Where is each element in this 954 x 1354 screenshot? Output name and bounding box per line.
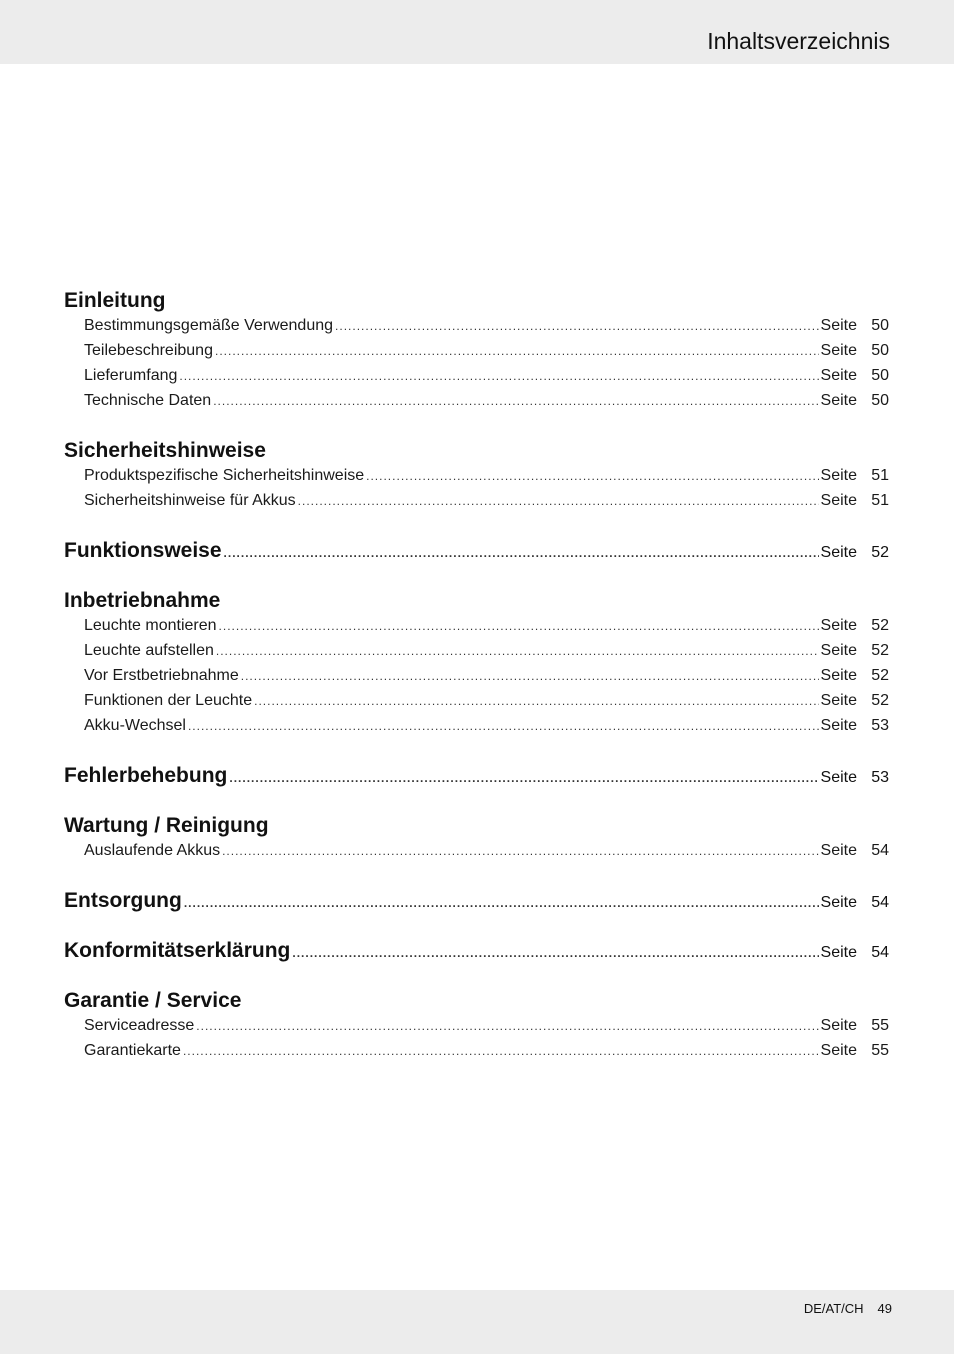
dot-leader [188,714,819,739]
dot-leader [298,489,819,514]
toc-section [64,813,889,863]
page-number: 54 [871,894,889,911]
toc-entry[interactable] [64,338,889,363]
dot-leader [184,891,819,916]
page-number: 52 [871,642,889,659]
page-word: Seite [820,717,857,734]
page-number: 51 [871,492,889,509]
toc-entry-label: Serviceadresse [84,1017,195,1034]
page-word: Seite [820,769,857,786]
dot-leader [213,389,818,414]
section-spacer [64,788,889,813]
section-spacer [64,513,889,538]
toc-entry[interactable] [64,1013,889,1038]
page-number: 50 [871,342,889,359]
dot-leader [229,766,818,791]
dot-leader [292,941,818,966]
dot-leader [254,689,818,714]
page-word: Seite [820,342,857,359]
section-heading[interactable] [64,763,889,788]
toc-entry[interactable] [64,1038,889,1063]
toc-entry-label: Teilebeschreibung [84,342,213,359]
toc-entry-label: Funktionen der Leuchte [84,692,253,709]
page-number: 53 [871,717,889,734]
page-number: 55 [871,1042,889,1059]
section-heading-label: Entsorgung [64,889,182,912]
section-heading: Sicherheitshinweise [64,439,266,462]
toc-entry[interactable] [64,613,889,638]
dot-leader [219,614,819,639]
dot-leader [241,664,819,689]
toc-entry[interactable] [64,388,889,413]
page-word: Seite [820,1042,857,1059]
dot-leader [366,464,818,489]
page-word: Seite [820,692,857,709]
toc-entry[interactable] [64,638,889,663]
toc-entry-label: Lieferumfang [84,367,178,384]
page-number: 53 [871,769,889,786]
toc-entry[interactable] [64,663,889,688]
toc-section [64,438,889,513]
section-spacer [64,413,889,438]
toc-section [64,288,889,413]
toc-entry-label: Auslaufende Akkus [84,842,221,859]
page-word: Seite [820,392,857,409]
page-title: Inhaltsverzeichnis [707,28,890,54]
page-word: Seite [820,667,857,684]
toc-entry-label: Akku-Wechsel [84,717,186,734]
page-word: Seite [820,894,857,911]
page-word: Seite [820,642,857,659]
toc-entry-label: Leuchte montieren [84,617,217,634]
page-word: Seite [820,492,857,509]
section-heading: Wartung / Reinigung [64,814,269,837]
dot-leader [216,639,819,664]
section-heading-label: Fehlerbehebung [64,764,228,787]
toc-entry[interactable] [64,713,889,738]
toc-section [64,888,889,913]
page-word: Seite [820,944,857,961]
toc-entry-label: Produktspezifische Sicherheitshinweise [84,467,365,484]
page-number: 51 [871,467,889,484]
toc-entry[interactable] [64,313,889,338]
section-heading-label: Konformitätserklärung [64,939,291,962]
dot-leader [196,1014,818,1039]
toc-entry-label: Bestimmungsgemäße Verwendung [84,317,334,334]
page-word: Seite [820,544,857,561]
page-number: 52 [871,667,889,684]
section-spacer [64,863,889,888]
section-spacer [64,913,889,938]
toc-entry[interactable] [64,463,889,488]
page-word: Seite [820,842,857,859]
page-number: 50 [871,392,889,409]
dot-leader [179,364,818,389]
toc-entry[interactable] [64,488,889,513]
footer-page-number: 49 [877,1301,892,1316]
dot-leader [224,541,819,566]
toc-section [64,763,889,788]
toc-entry-label: Vor Erstbetriebnahme [84,667,239,684]
page-word: Seite [820,317,857,334]
page-word: Seite [820,467,857,484]
toc-section [64,988,889,1063]
dot-leader [222,839,818,864]
toc-section [64,938,889,963]
section-spacer [64,738,889,763]
page-number: 54 [871,842,889,859]
dot-leader [183,1039,819,1064]
page-number: 52 [871,692,889,709]
toc-section [64,588,889,738]
dot-leader [335,314,819,339]
page-word: Seite [820,367,857,384]
section-heading-label: Funktionsweise [64,539,222,562]
page-number: 55 [871,1017,889,1034]
toc-entry[interactable] [64,688,889,713]
footer-locale: DE/AT/CH [803,1301,864,1316]
page-number: 52 [871,617,889,634]
section-heading[interactable] [64,888,889,913]
section-heading: Garantie / Service [64,989,242,1012]
toc-entry-label: Garantiekarte [84,1042,181,1059]
toc-entry-label: Leuchte aufstellen [84,642,214,659]
footer [804,1301,892,1316]
section-heading[interactable] [64,938,889,963]
toc-entry-label: Sicherheitshinweise für Akkus [84,492,296,509]
page-number: 52 [871,544,889,561]
toc-entry-label: Technische Daten [84,392,212,409]
section-spacer [64,963,889,988]
footer-band [0,1290,954,1354]
section-spacer [64,563,889,588]
table-of-contents [64,288,889,1063]
section-heading: Inbetriebnahme [64,589,221,612]
page-number: 50 [871,367,889,384]
section-heading: Einleitung [64,289,166,312]
page-word: Seite [820,1017,857,1034]
page-word: Seite [820,617,857,634]
dot-leader [215,339,819,364]
toc-section [64,538,889,563]
section-heading[interactable] [64,538,889,563]
toc-entry[interactable] [64,838,889,863]
page-number: 54 [871,944,889,961]
toc-entry[interactable] [64,363,889,388]
page-number: 50 [871,317,889,334]
